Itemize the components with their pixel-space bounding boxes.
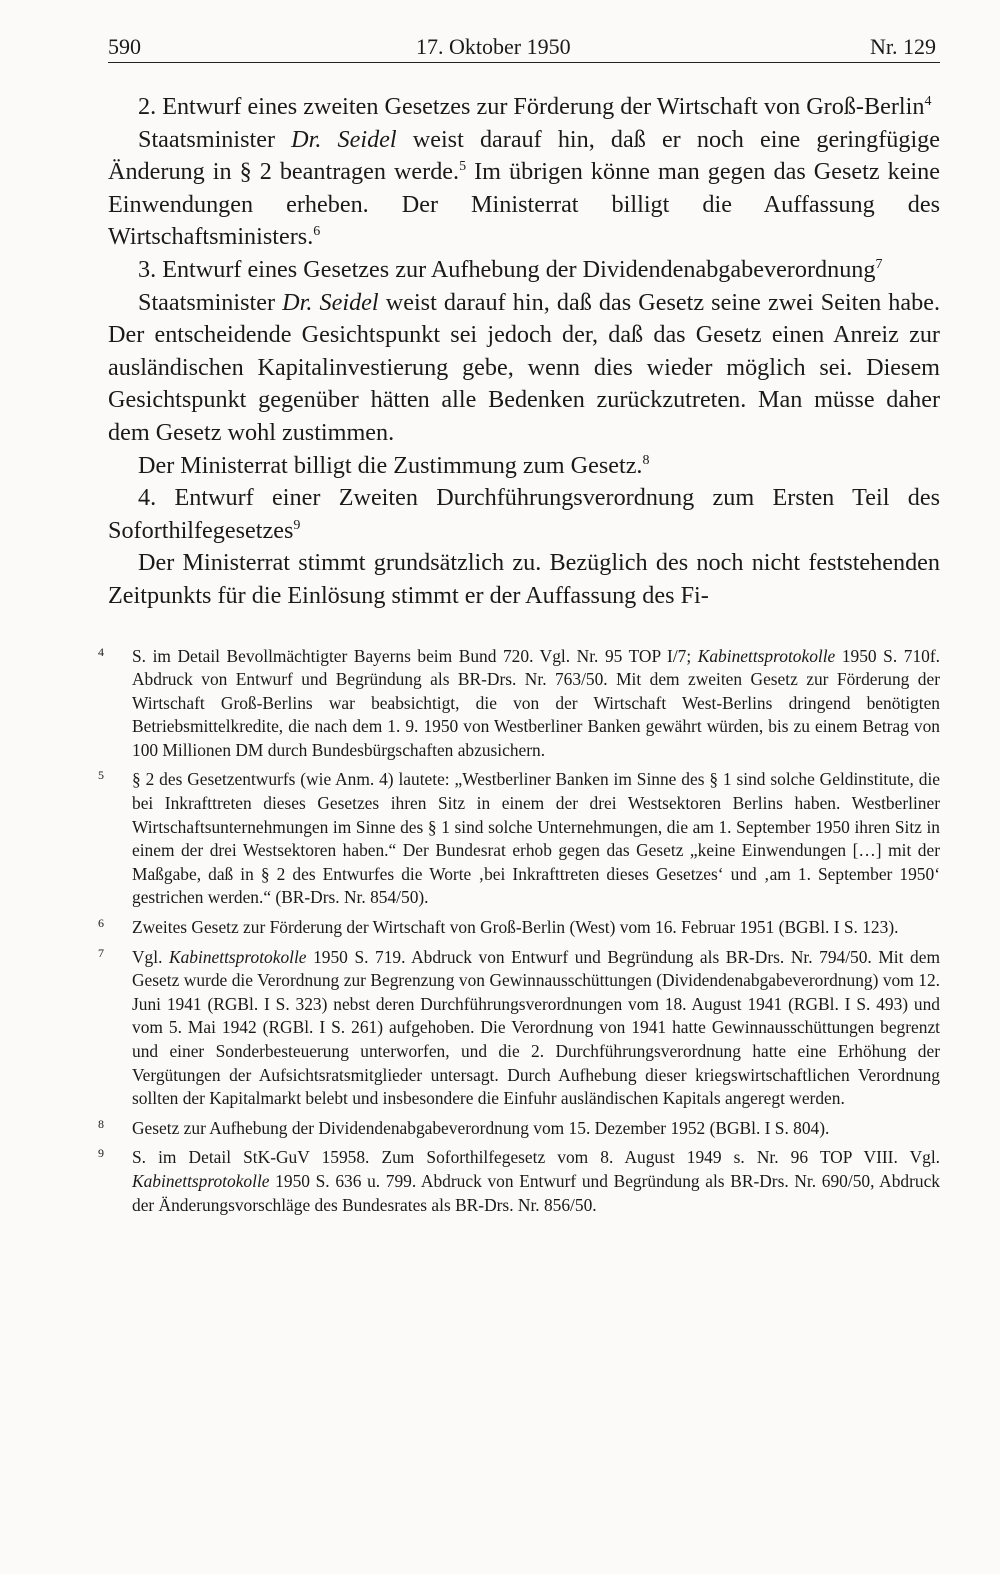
paragraph-decision: Der Ministerrat billigt die Zustimmung zum Gesetz.$^8$ bbox=[138, 451, 650, 479]
footnote-9: 9 S. im Detail StK-GuV 15958. Zum Soforthilfegesetz vom 8. August 1949 s. Nr. 96 TOP VIII. Vgl. Kabinettsprotokolle 1950 S. 636 u. 799. Abdruck von Entwurf und Begründung als BR-Drs. Nr. 690/50, Abdruck der Änderungsvorschläge des Bundesrates als BR-Drs. Nr. 856/50. bbox=[108, 1146, 940, 1217]
agenda-item-2: 2. Entwurf eines zweiten Gesetzes zur Förderung der Wirtschaft von Groß-Berlin$^4$ bbox=[138, 93, 932, 120]
footnote-number: 8 bbox=[98, 1116, 104, 1131]
agenda-item-4: 4. Entwurf einer Zweiten Durchführungsverordnung zum Ersten Teil des Soforthilfegesetzes$^9$ bbox=[108, 484, 940, 544]
speaker-name: Dr. Seidel bbox=[282, 288, 379, 316]
footnote-4: 4 S. im Detail Bevollmächtigter Bayerns beim Bund 720. Vgl. Nr. 95 TOP I/7; Kabinettsprotokolle 1950 S. 710f. Abdruck von Entwurf und Begründung als BR-Drs. Nr. 763/50. Mit dem zweiten Gesetz zur Förderung der Wirtschaft Groß-Berlins war beabsichtigt, die von der Wirtschaft West-Berlins dringend benötigten Betriebsmittelkredite, die nach dem 1. 9. 1950 von Westberliner Banken gewährt würden, bis zu einem Betrag von 100 Millionen DM durch Bundesbürgschaften abzusichern. bbox=[108, 645, 940, 763]
footnote-ref: 9 bbox=[293, 517, 301, 533]
document-number: Nr. 129 bbox=[870, 34, 936, 59]
footnote-ref: 4 bbox=[924, 93, 932, 109]
footnote-number: 5 bbox=[98, 768, 104, 783]
footnote-ref: 6 bbox=[313, 224, 321, 240]
footnote-number: 6 bbox=[98, 916, 104, 931]
main-text bbox=[108, 91, 940, 613]
footnote-number: 4 bbox=[98, 644, 104, 659]
paragraph-ministerrat: Der Ministerrat stimmt grundsätzlich zu. Bezüglich des noch nicht feststehenden Zeitpunkts für die Einlösung stimmt er der Auffassung des Fi- bbox=[108, 549, 940, 609]
page-header bbox=[108, 28, 940, 63]
agenda-item-3: 3. Entwurf eines Gesetzes zur Aufhebung der Dividendenabgabeverordnung$^7$ bbox=[138, 255, 883, 283]
footnote-ref: 5 bbox=[459, 159, 467, 175]
document-page bbox=[98, 28, 941, 1223]
footnote-5: 5 § 2 des Gesetzentwurfs (wie Anm. 4) lautete: „Westberliner Banken im Sinne des § 1 sind solche Geldinstitute, die bei Inkrafttreten dieses Gesetzes ihren Sitz in einem der drei Westsektoren Berlins haben. Westberliner Wirtschaftsunternehmungen im Sinne des § 1 sind solche Unternehmungen, die am 1. September 1950 ihren Sitz in einem der drei Westsektoren haben.“ Der Bundesrat erhob gegen das Gesetz „keine Einwendungen […] mit der Maßgabe, daß in § 2 des Entwurfes die Worte ‚bei Inkrafttreten dieses Gesetzes‘ und ‚am 1. September 1950‘ gestrichen werden.“ (BR-Drs. Nr. 854/50). bbox=[108, 768, 940, 910]
footnote-number: 9 bbox=[98, 1146, 104, 1161]
footnotes bbox=[98, 644, 940, 1218]
footnote-ref: 7 bbox=[875, 256, 883, 272]
footnote-8: 8 Gesetz zur Aufhebung der Dividendenabgabeverordnung vom 15. Dezember 1952 (BGBl. I S. 804). bbox=[108, 1117, 940, 1141]
page-number: 590 bbox=[108, 34, 141, 59]
footnote-ref: 8 bbox=[642, 452, 650, 468]
footnote-7: 7 Vgl. Kabinettsprotokolle 1950 S. 719. Abdruck von Entwurf und Begründung als BR-Drs. Nr. 794/50. Mit dem Gesetz wurde die Verordnung zur Begrenzung von Gewinnausschüttungen (Dividendenabgabeverordnung) vom 12. Juni 1941 (RGBl. I S. 323) nebst deren Durchführungsverordnungen vom 18. August 1941 (RGBl. I S. 493) und vom 5. Mai 1942 (RGBl. I S. 261) aufgehoben. Die Verordnung von 1941 hatte Gewinnausschüttungen begrenzt und einer Sonderbesteuerung unterworfen, und die 2. Durchführungsverordnung hatte eine Erhöhung der Vergütungen der Aufsichtsratsmitglieder untersagt. Durch Aufhebung dieser kriegswirtschaftlichen Verordnung sollten der Kapitalmarkt belebt und insbesondere die Einfuhr ausländischen Kapitals angeregt werden. bbox=[108, 946, 940, 1111]
header-date: 17. Oktober 1950 bbox=[416, 34, 571, 59]
paragraph-seidel-2: Staatsminister Dr. Seidel weist darauf hin, daß das Gesetz seine zwei Seiten habe. Der entscheidende Gesichtspunkt sei jedoch der, daß das Gesetz einen Anreiz zur ausländischen Kapitalinvestierung gebe, wenn dies wieder möglich sei. Diesem Gesichtspunkt gegenüber hätten alle Bedenken zurückzutreten. Man müsse daher dem Gesetz wohl zustimmen. bbox=[108, 288, 941, 446]
footnote-number: 7 bbox=[98, 945, 104, 960]
speaker-name: Dr. Seidel bbox=[291, 125, 397, 153]
footnote-6: 6 Zweites Gesetz zur Förderung der Wirtschaft von Groß-Berlin (West) vom 16. Februar 1951 (BGBl. I S. 123). bbox=[108, 916, 940, 940]
paragraph-seidel-1: Staatsminister Dr. Seidel weist darauf hin, daß er noch eine geringfügige Änderung in § 2 beantragen werde.$^5$ Im übrigen könne man gegen das Gesetz keine Einwendungen erheben. Der Ministerrat billigt die Auffassung des Wirtschaftsministers.$^6$ bbox=[108, 125, 940, 251]
